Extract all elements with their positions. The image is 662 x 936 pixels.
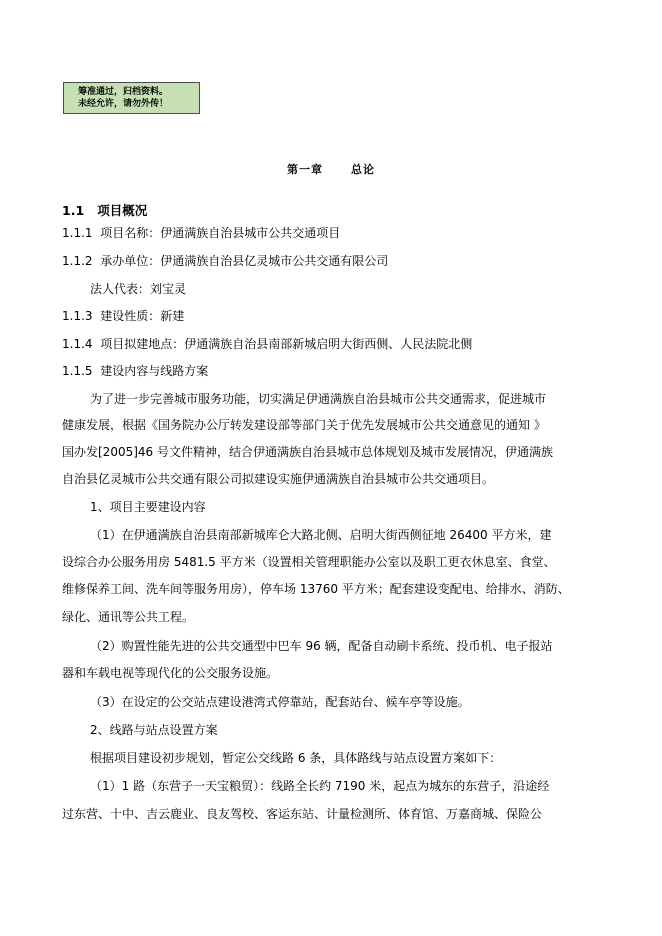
item-row: [90, 280, 186, 297]
body-line: 绿化、通讯等公共工程。: [62, 610, 195, 624]
item-number: 1.1.3: [62, 309, 93, 323]
item-text: 建设性质：新建: [100, 309, 185, 323]
body-line: 健康发展，根据《国务院办公厅转发建设部等部门关于优先发展城市公共交通意见的通知 》: [62, 418, 546, 432]
item-text: 法人代表：刘宝灵: [90, 282, 187, 296]
item-row: [62, 224, 340, 241]
item-text: 承办单位：伊通满族自治县亿灵城市公共交通有限公司: [100, 254, 389, 268]
item-row: [62, 362, 208, 379]
section-number: 1.1: [62, 203, 85, 218]
body-line: 维修保养工间、洗车间等服务用房），停车场 13760 平方米；配套建设变配电、给排水、消防、: [62, 582, 570, 596]
item-number: 1.1.1: [62, 226, 93, 240]
item-number: 1.1.4: [62, 337, 93, 351]
item-text: 建设内容与线路方案: [100, 364, 209, 378]
confidential-notice-box: [63, 82, 200, 114]
notice-line-2: 未经允许，请勿外传！: [78, 99, 169, 109]
item-number: 1.1.2: [62, 254, 93, 268]
body-line: 为了进一步完善城市服务功能，切实满足伊通满族自治县城市公共交通需求，促进城市: [90, 392, 547, 406]
body-line: 自治县亿灵城市公共交通有限公司拟建设实施伊通满族自治县城市公共交通项目。: [62, 472, 495, 486]
item-row: [62, 335, 472, 352]
chapter-heading: [0, 161, 662, 177]
body-line: （1）1 路（东营子一天宝粮贸）：线路全长约 7190 米，起点为城东的东营子，沿途经: [90, 779, 550, 793]
body-line: 2、线路与站点设置方案: [90, 723, 218, 737]
section-title: 项目概况: [97, 203, 148, 218]
body-line: （2）购置性能先进的公共交通型中巴车 96 辆，配备自动刷卡系统、投币机、电子报站: [90, 639, 553, 653]
item-text: 项目名称：伊通满族自治县城市公共交通项目: [100, 226, 341, 240]
section-heading: [62, 201, 147, 219]
body-line: 设综合办公服务用房 5481.5 平方米（设置相关管理职能办公室以及职工更衣休息室、食堂、: [62, 555, 556, 569]
body-line: 过东营、十中、吉云鹿业、良友驾校、客运东站、计量检测所、体育馆、万嘉商城、保险公: [62, 807, 543, 821]
item-number: 1.1.5: [62, 364, 93, 378]
body-line: （3）在设定的公交站点建设港湾式停靠站，配套站台、候车亭等设施。: [90, 695, 470, 709]
notice-line-1: 筹准通过，归档资料。: [78, 87, 169, 97]
item-row: [62, 252, 388, 269]
body-line: 器和车载电视等现代化的公交服务设施。: [62, 666, 279, 680]
item-row: [62, 307, 184, 324]
chapter-title: 总论: [351, 163, 375, 176]
body-line: 国办发[2005]46 号文件精神，结合伊通满族自治县城市总体规划及城市发展情况，伊通满族: [62, 445, 553, 459]
body-line: 1、项目主要建设内容: [90, 500, 206, 514]
item-text: 项目拟建地点：伊通满族自治县南部新城启明大街西侧、人民法院北侧: [100, 337, 473, 351]
body-line: （1）在伊通满族自治县南部新城库仑大路北侧、启明大街西侧征地 26400 平方米，建: [90, 528, 552, 542]
body-line: 根据项目建设初步规划，暂定公交线路 6 条，具体路线与站点设置方案如下：: [90, 751, 502, 765]
chapter-number: 第一章: [287, 163, 323, 176]
